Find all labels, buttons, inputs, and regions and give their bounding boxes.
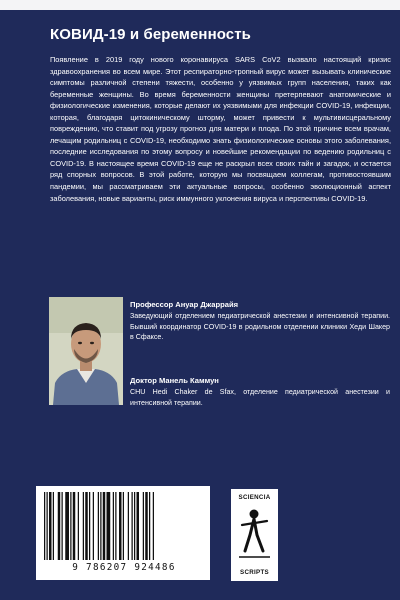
author-photo	[49, 297, 123, 405]
author-bio: CHU Hedi Chaker de Sfax, отделение педиатрической анестезии и интенсивной терапии.	[130, 388, 390, 407]
author-name: Профессор Ануар Джаррайя	[130, 300, 239, 309]
author-info-1	[130, 300, 390, 343]
isbn-barcode	[36, 486, 210, 580]
author-name: Доктор Манель Каммун	[130, 376, 219, 385]
book-description: Появление в 2019 году нового коронавируса SARS CoV2 вызвало настоящий кризис здравоохранения во всем мире. Этот респираторно-тропный вирус может вызывать клинические симптомы различной степени тяжести, особенно у уязвимых групп населения, таких как беременные женщины. Во время беременности женщины претерпевают анатомические и физиологические изменения, которые делают их уязвимыми для инфекции COVID-19, инфекции, которая, благодаря цитокиническому шторму, может привести к мультивисцеральному повреждению, что ставит под угрозу прогноз для матери и плода. По этой причине всем врачам, лечащим родильниц с COVID-19, необходимо знать физиологические основы этого заболевания, последние исследования по этому вопросу и новейшие рекомендации по ведению родильниц с COVID-19. В настоящее время COVID-19 еще не раскрыл всех своих тайн и загадок, и остается ряд спорных вопросов. В этой работе, которую мы посвящаем коллегам, противостоявшим пандемии, мы рассматриваем эти актуальные вопросы, особенно эволюционный аспект заболевания, новые варианты, риск иммунного уклонения вируса и перспективы COVID-19.	[50, 55, 391, 203]
barcode-bars	[44, 492, 204, 562]
publisher-logo-bottom-text: SCRIPTS	[240, 569, 269, 576]
publisher-logo	[231, 489, 278, 581]
publisher-figure-icon	[239, 507, 270, 563]
barcode-number: 9 786207 924486	[72, 562, 176, 573]
book-title: КОВИД-19 и беременность	[50, 26, 252, 43]
author-info-2	[130, 376, 390, 408]
author-bio: Заведующий отделением педиатрической анестезии и интенсивной терапии. Бывший координатор COVID-19 в родильном отделении клиники Хеди Шакер в Сфаксе.	[130, 312, 390, 342]
publisher-logo-top-text: SCIENCIA	[238, 494, 271, 501]
author-portrait-image	[49, 297, 123, 405]
